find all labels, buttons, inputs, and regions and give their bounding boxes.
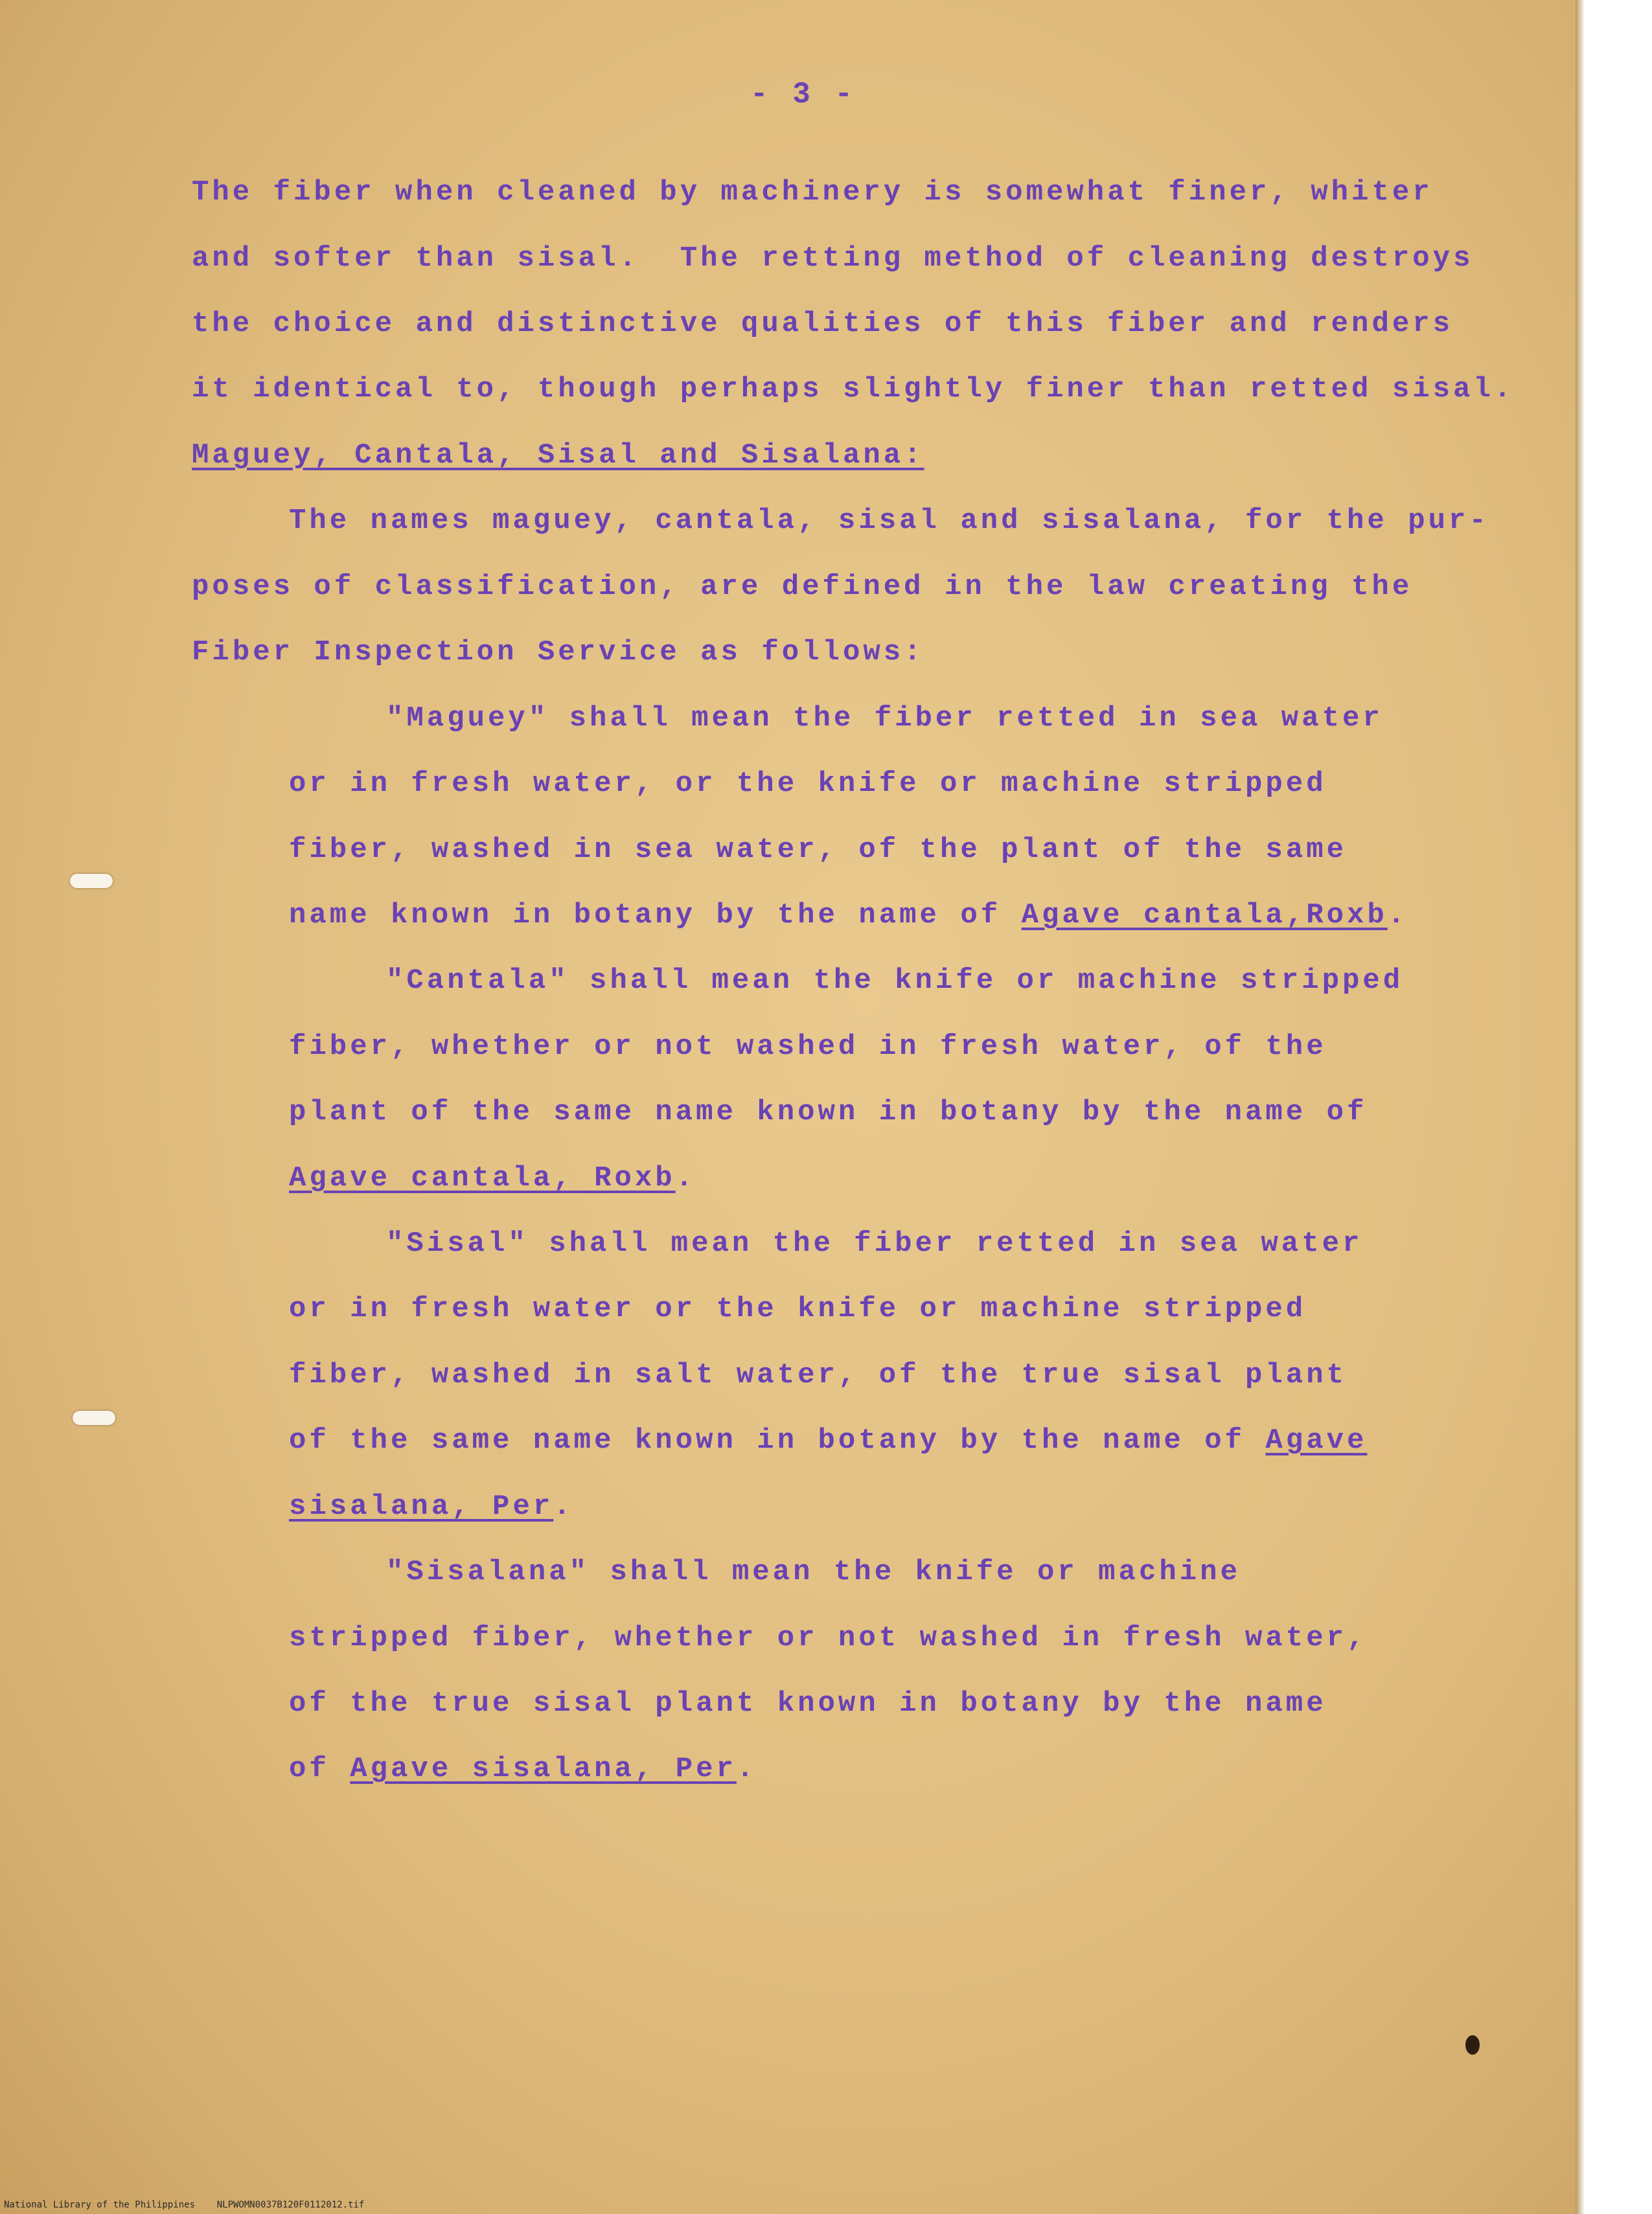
text-line: fiber, washed in salt water, of the true sisal plant [289, 1359, 1348, 1391]
text-segment: of the same name known in botany by the name of [289, 1424, 1266, 1457]
text-line: and softer than sisal. The retting method of cleaning destroys [192, 242, 1474, 275]
text-line: poses of classification, are defined in the law creating the [192, 571, 1413, 603]
text-line [289, 896, 1408, 935]
text-line: or in fresh water or the knife or machine stripped [289, 1293, 1307, 1325]
page-number: - 3 - [750, 78, 856, 111]
punctuation: . [553, 1490, 574, 1523]
species-name: Agave cantala,Roxb [1021, 899, 1388, 931]
ink-smudge [1465, 2035, 1480, 2055]
section-heading: Maguey, Cantala, Sisal and Sisalana: [192, 439, 924, 472]
text-segment: name known in botany by the name of [289, 899, 1022, 931]
text-line: or in fresh water, or the knife or machine stripped [289, 768, 1327, 800]
text-line: of the true sisal plant known in botany by the name [289, 1687, 1327, 1720]
text-line: fiber, washed in sea water, of the plant of the same [289, 834, 1348, 866]
species-name: Agave sisalana, Per [350, 1753, 737, 1785]
punctuation: . [1387, 899, 1408, 931]
text-line: stripped fiber, whether or not washed in fresh water, [289, 1622, 1368, 1654]
text-line [289, 1421, 1367, 1460]
text-line: it identical to, though perhaps slightly finer than retted sisal. [192, 373, 1515, 405]
binding-hole [70, 874, 113, 888]
text-line: "Cantala" shall mean the knife or machine stripped [386, 964, 1404, 997]
text-line: Fiber Inspection Service as follows: [192, 636, 924, 668]
species-name: Agave cantala, Roxb [289, 1162, 676, 1194]
text-line [289, 1487, 574, 1526]
text-line: "Sisalana" shall mean the knife or machine [386, 1556, 1241, 1588]
species-name: sisalana, Per [289, 1490, 554, 1523]
species-name: Agave [1265, 1424, 1368, 1457]
text-line: "Sisal" shall mean the fiber retted in sea water [386, 1227, 1363, 1260]
text-segment: of [289, 1753, 350, 1785]
text-line: The fiber when cleaned by machinery is somewhat finer, whiter [192, 176, 1433, 209]
punctuation: . [675, 1162, 696, 1194]
scan-footer: National Library of the Philippines NLPWOMN0037B120F0112012.tif [4, 2200, 365, 2210]
text-line: plant of the same name known in botany by the name of [289, 1096, 1368, 1128]
text-line [289, 1159, 696, 1198]
text-line [289, 1750, 757, 1788]
text-line: The names maguey, cantala, sisal and sisalana, for the pur- [289, 505, 1489, 537]
binding-hole [73, 1411, 115, 1425]
punctuation: . [736, 1753, 757, 1785]
page-margin [1576, 0, 1652, 2214]
text-line: "Maguey" shall mean the fiber retted in sea water [386, 702, 1383, 735]
text-line: the choice and distinctive qualities of this fiber and renders [192, 308, 1454, 340]
text-line: fiber, whether or not washed in fresh water, of the [289, 1031, 1327, 1063]
